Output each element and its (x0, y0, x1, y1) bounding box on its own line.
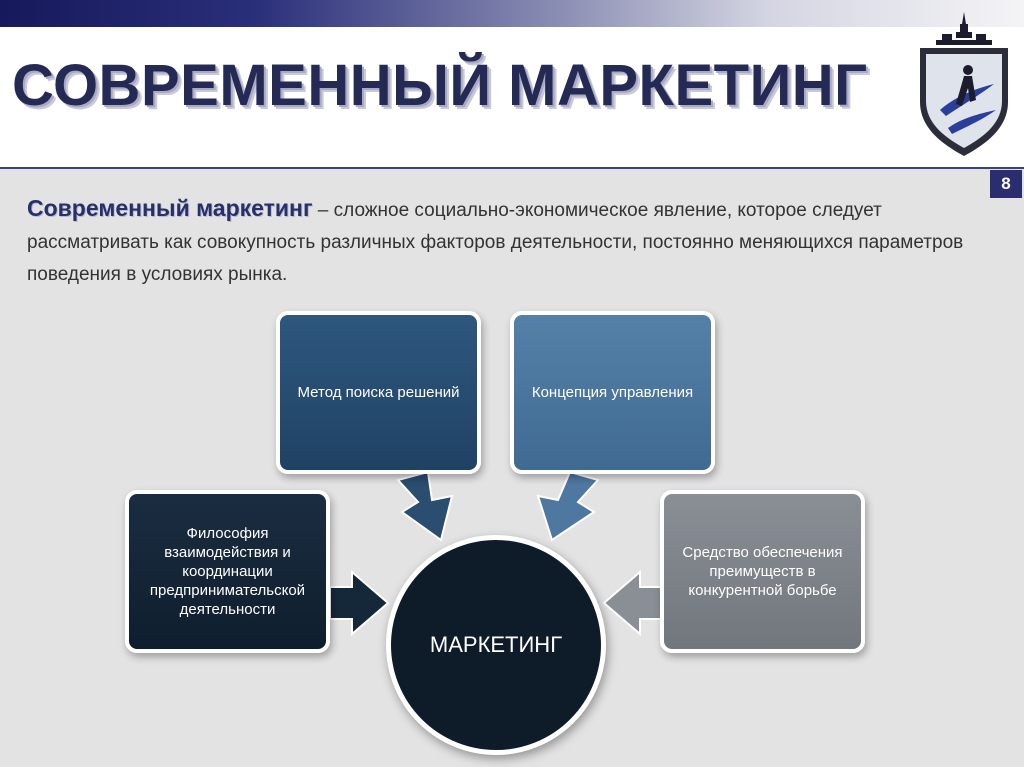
center-node-label: МАРКЕТИНГ (429, 632, 563, 657)
arrow-method-to-center (398, 472, 452, 540)
definition-term: Современный маркетинг (27, 195, 313, 221)
node-philosophy-label: Философия взаимодействия и координации предпринимательской деятельности (149, 525, 306, 618)
node-means-label: Средство обеспечения преимуществ в конкурентной борьбе (682, 544, 843, 599)
node-method-label: Метод поиска решений (297, 384, 460, 401)
node-concept-label: Концепция управления (531, 384, 694, 401)
definition-text: – сложное социально-экономическое явление, которое следует рассматривать как совокупность различных факторов деятельности, постоянно меняющихся параметров поведения в условиях рынка. (27, 200, 964, 285)
node-philosophy (125, 490, 330, 653)
arrow-concept-to-center (538, 472, 598, 540)
node-concept (510, 311, 715, 474)
node-method (276, 311, 481, 474)
node-means (660, 490, 865, 653)
slide-title: СОВРЕМЕННЫЙ МАРКЕТИНГ (12, 53, 868, 118)
arrow-philosophy-to-center (330, 572, 388, 634)
arrow-means-to-center (604, 572, 662, 634)
page-number-badge: 8 (990, 170, 1022, 198)
center-node-marketing (386, 535, 606, 755)
